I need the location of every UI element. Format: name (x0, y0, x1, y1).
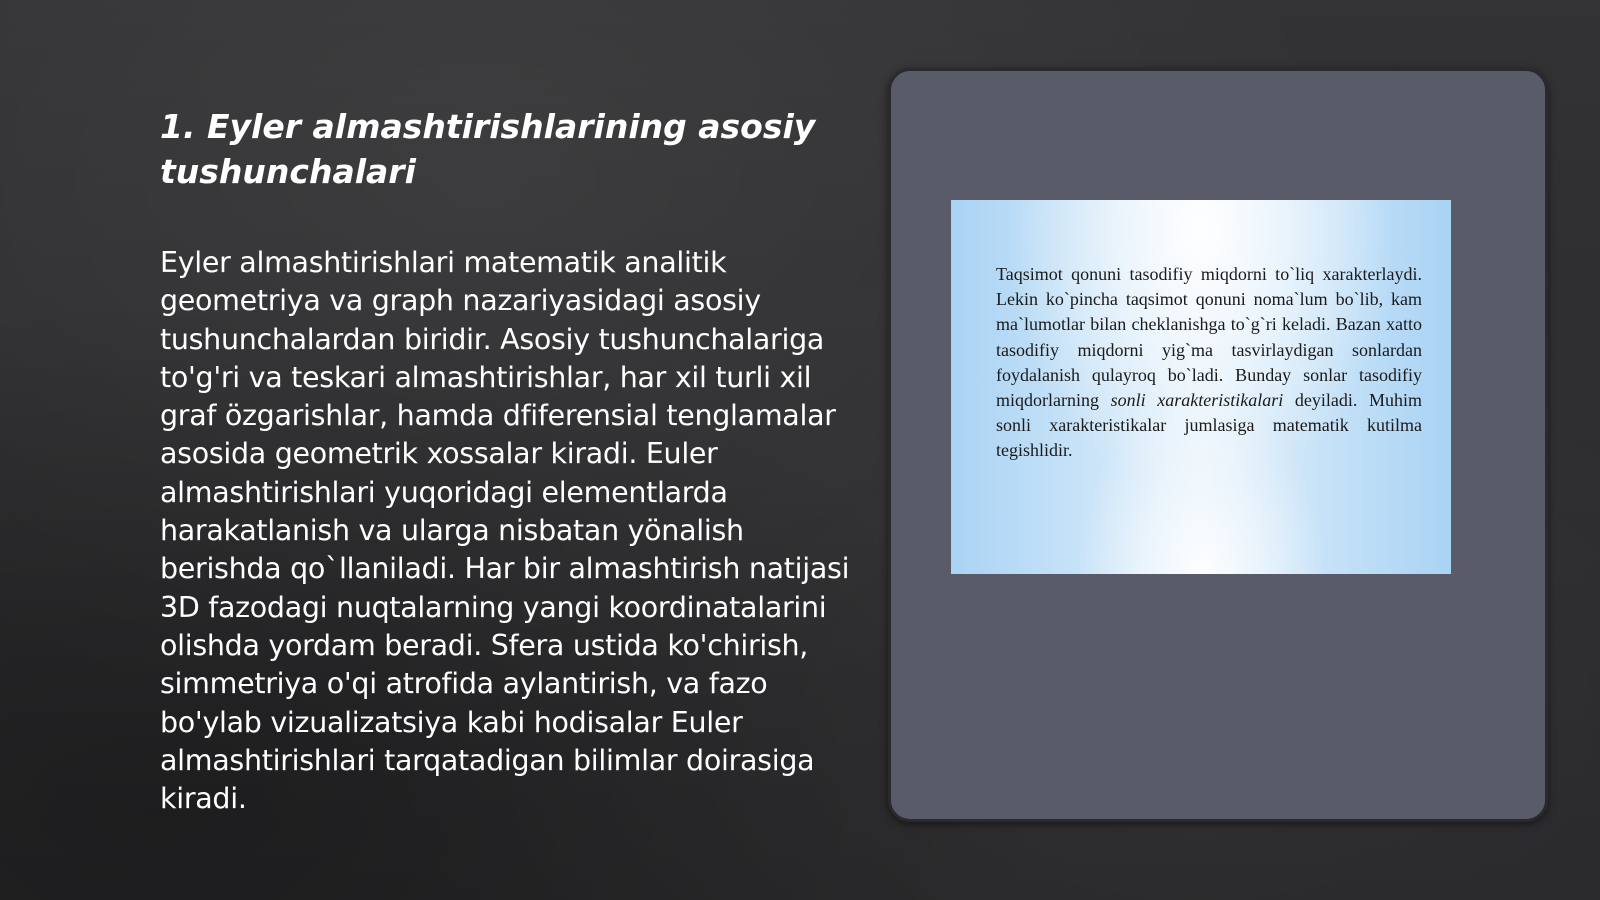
image-frame (888, 68, 1548, 822)
slide-body-text: Eyler almashtirishlari matematik analitik geometriya va graph nazariyasidagi asosiy tushunchalardan biridir. Asosiy tushunchalariga to'g'ri va teskari almashtirishlar, har xil turli xil graf özgarishlar, hamda dfiferensial tenglamalar asosida geometrik xossalar kiradi. Euler almashtirishlari yuqoridagi elementlarda harakatlanish va ularga nisbatan yönalish berishda qo`llaniladi. Har bir almashtirish natijasi 3D fazodagi nuqtalarning yangi koordinatalarini olishda yordam beradi. Sfera ustida ko'chirish, simmetriya o'qi atrofida aylantirish, va fazo bo'ylab vizualizatsiya kabi hodisalar Euler almashtirishlari tarqatadigan bilimlar doirasiga kiradi. (160, 246, 850, 816)
scan-text-part-1: Taqsimot qonuni tasodifiy miqdorni to`liq xarakterlaydi. Lekin ko`pincha taqsimot qonuni noma`lum bo`lib, kam ma`lumotlar bilan cheklanishga to`g`ri keladi. Bazan xatto tasodifiy miqdorni yig`ma tasvirlaydigan sonlardan foydalanish qulayroq bo`ladi. Bunday sonlar tasodifiy miqdorlarning (996, 264, 1422, 411)
scan-text-italic: sonli xarakteristikalari (1110, 390, 1284, 411)
scanned-paragraph (996, 262, 1422, 464)
slide-title: 1. Eyler almashtirishlarining asosiy tushunchalari (160, 107, 816, 191)
scanned-text-image (951, 200, 1451, 574)
scan-text-part-2: deyiladi. Muhim sonli xarakteristikalar jumlasiga matematik kutilma tegishlidir. (996, 390, 1422, 461)
